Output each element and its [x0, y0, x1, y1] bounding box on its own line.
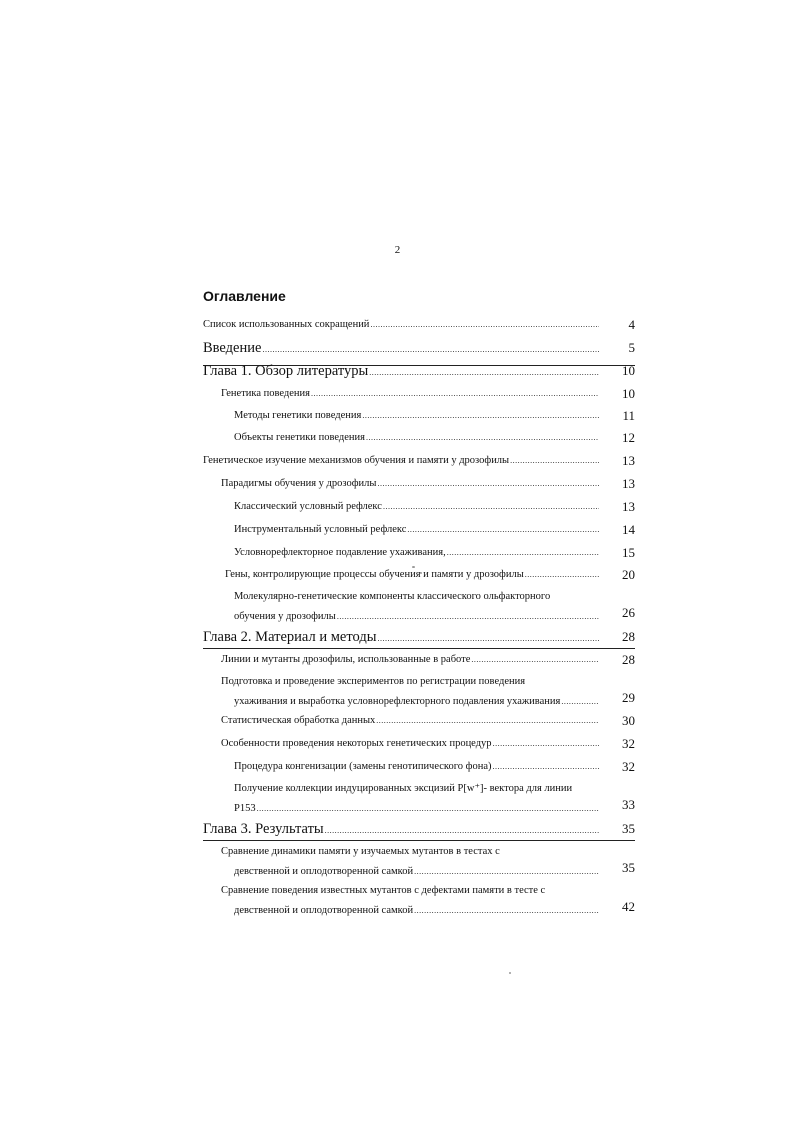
- toc-entry-title: Введение: [203, 340, 262, 356]
- leader-dots: [370, 315, 599, 335]
- toc-page-number: 32: [622, 736, 635, 751]
- leader-dots: [337, 607, 599, 627]
- leader-dots: [383, 497, 599, 517]
- toc-entry-title: обучения у дрозофилы: [234, 611, 336, 622]
- toc-page-number: 15: [622, 545, 635, 560]
- leader-dots: [377, 474, 599, 494]
- leader-dots: [325, 821, 599, 841]
- leader-dots: [407, 520, 599, 540]
- toc-page-number: 32: [622, 759, 635, 774]
- toc-entry-title: Объекты генетики поведения: [234, 432, 366, 443]
- leader-dots: [311, 384, 599, 404]
- leader-dots: [257, 799, 599, 819]
- toc-page-number: 30: [622, 713, 635, 728]
- toc-entry-title: Молекулярно-генетические компоненты классического ольфакторного: [234, 591, 551, 602]
- leader-dots: [369, 363, 599, 383]
- toc-entry-title: Сравнение динамики памяти у изучаемых мутантов в тестах с: [221, 846, 500, 857]
- toc-heading: Оглавление: [203, 288, 286, 304]
- toc-entry-title: Сравнение поведения известных мутантов с дефектами памяти в тесте с: [221, 885, 546, 896]
- toc-page-number: 42: [622, 899, 635, 914]
- toc-entry-title: девственной и оплодотворенной самкой: [234, 905, 414, 916]
- leader-dots: [447, 543, 599, 563]
- toc-page-number: 14: [622, 522, 635, 537]
- leader-dots: [493, 734, 599, 754]
- toc-entry-title: Гены, контролирующие процессы обучения и памяти у дрозофилы: [225, 569, 524, 580]
- page-number: 2: [394, 244, 401, 256]
- toc-entry-title: ухаживания и выработка условнорефлекторного подавления ухаживания: [234, 696, 561, 707]
- toc-entry-title: Глава 1. Обзор литературы: [203, 363, 369, 379]
- toc-page-number: 29: [622, 690, 635, 705]
- leader-dots: [377, 629, 599, 649]
- toc-page-number: 28: [622, 652, 635, 667]
- toc-page-number: 11: [622, 408, 635, 423]
- leader-dots: [510, 451, 599, 471]
- toc-entry-title: Классический условный рефлекс: [234, 501, 382, 512]
- toc-page-number: 35: [622, 821, 635, 836]
- leader-dots: [471, 650, 599, 670]
- toc-entry-title: Список использованных сокращений: [203, 319, 370, 330]
- toc-entry-title: Статистическая обработка данных: [221, 715, 376, 726]
- toc-entry-title: Условнорефлекторное подавление ухаживания,: [234, 547, 446, 558]
- toc-entry-title: Парадигмы обучения у дрозофилы: [221, 478, 377, 489]
- toc-entry-title: P153: [234, 803, 256, 814]
- toc-entry-title: Инструментальный условный рефлекс: [234, 524, 407, 535]
- leader-dots: [414, 901, 599, 921]
- toc-page-number: 13: [622, 476, 635, 491]
- leader-dots: [493, 757, 600, 777]
- toc-page-number: 28: [622, 629, 635, 644]
- toc-entry-title: Методы генетики поведения: [234, 410, 362, 421]
- toc-page-number: 26: [622, 605, 635, 620]
- toc-page-number: 10: [622, 386, 635, 401]
- toc-entry-title: Линии и мутанты дрозофилы, использованные в работе: [221, 654, 471, 665]
- leader-dots: [366, 428, 599, 448]
- toc-entry-title: Генетическое изучение механизмов обучения и памяти у дрозофилы: [203, 455, 510, 466]
- toc-entry-title: девственной и оплодотворенной самкой: [234, 866, 414, 877]
- leader-dots: [414, 862, 599, 882]
- toc-page-number: 13: [622, 453, 635, 468]
- toc-page-number: 4: [628, 317, 635, 332]
- toc-page-number: 20: [622, 567, 635, 582]
- toc-page-number: 5: [628, 340, 635, 355]
- toc-page-number: 10: [622, 363, 635, 378]
- toc-page-number: 13: [622, 499, 635, 514]
- toc-entry-title: Генетика поведения: [221, 388, 311, 399]
- leader-dots: [362, 406, 599, 426]
- leader-dots: [561, 692, 599, 712]
- toc-entry-title: Глава 2. Материал и методы: [203, 629, 377, 645]
- toc-page-number: 12: [622, 430, 635, 445]
- toc-entry-title: Получение коллекции индуцированных эксцизий P[w⁺]- вектора для линии: [234, 783, 573, 794]
- toc-page-number: 35: [622, 860, 635, 875]
- toc-entry-title: Процедура конгенизации (замены генотипического фона): [234, 761, 492, 772]
- leader-dots: [376, 711, 599, 731]
- leader-dots: [262, 340, 599, 360]
- toc-entry-title: Глава 3. Результаты: [203, 821, 324, 837]
- toc-entry-title: Подготовка и проведение экспериментов по регистрации поведения: [221, 676, 526, 687]
- toc-entry-title: Особенности проведения некоторых генетических процедур: [221, 738, 492, 749]
- toc-page-number: 33: [622, 797, 635, 812]
- leader-dots: [525, 565, 599, 585]
- table-of-contents: [203, 0, 635, 1124]
